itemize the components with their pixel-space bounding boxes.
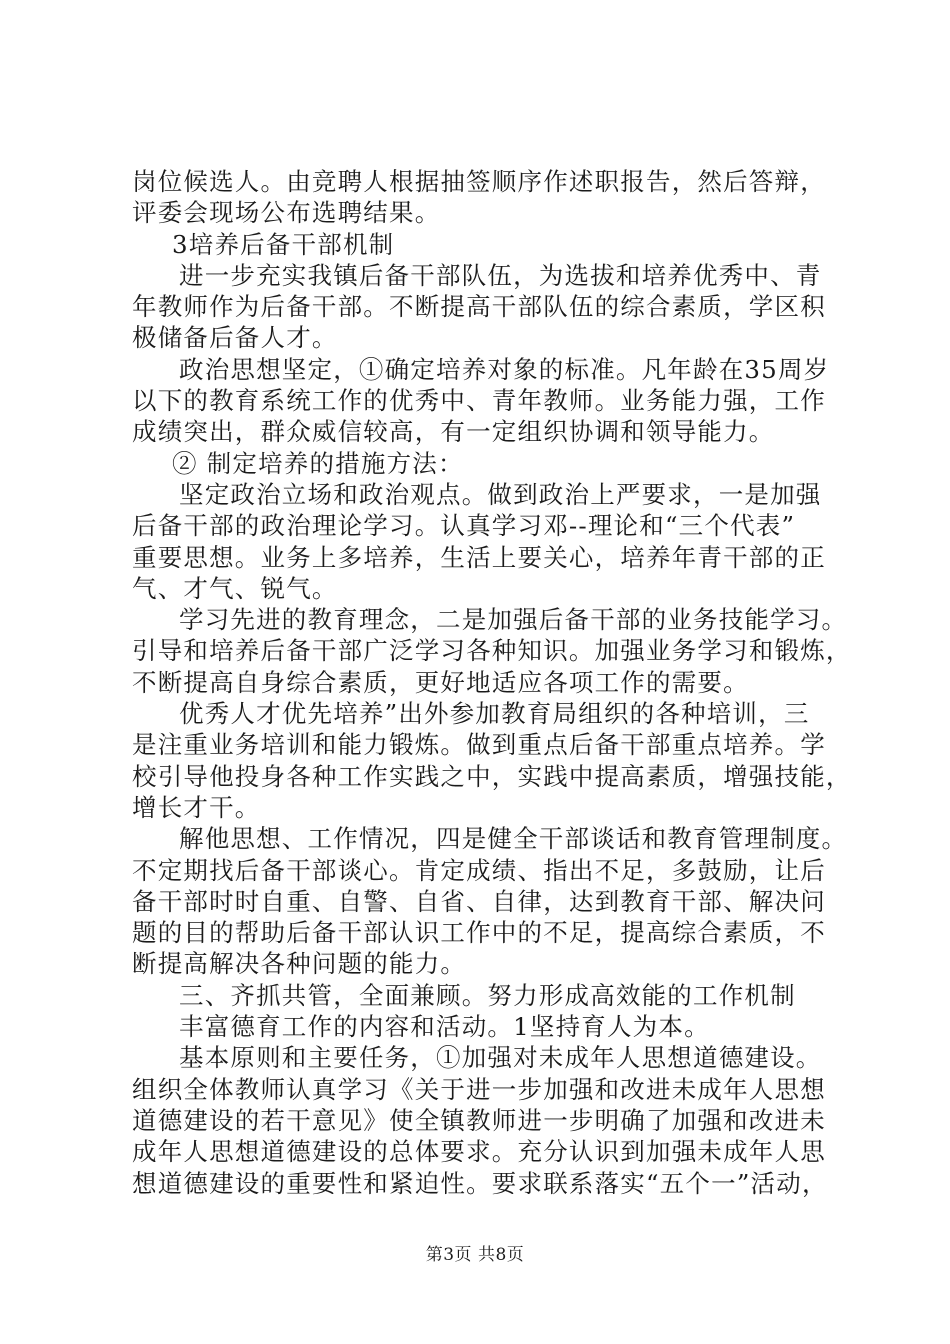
text-line: 是注重业务培训和能力锻炼。做到重点后备干部重点培养。学 (132, 730, 826, 760)
text-line: 增长才干。 (132, 792, 261, 822)
text-line: 道德建设的若干意见》使全镇教师进一步明确了加强和改进未 (132, 1105, 826, 1135)
text-line: 解他思想、工作情况，四是健全干部谈话和教育管理制度。 (179, 824, 848, 854)
text-line: 不定期找后备干部谈心。肯定成绩、指出不足，多鼓励，让后 (132, 855, 826, 885)
document-body (132, 166, 852, 1199)
text-line: 评委会现场公布选聘结果。 (132, 198, 441, 228)
text-line: 丰富德育工作的内容和活动。1坚持育人为本。 (179, 1012, 710, 1042)
text-line: 备干部时时自重、自警、自省、自律，达到教育干部、解决问 (132, 886, 826, 916)
text-line: 组织全体教师认真学习《关于进一步加强和改进未成年人思想 (132, 1074, 826, 1104)
text-line: 优秀人才优先培养”出外参加教育局组织的各种培训，三 (179, 699, 810, 729)
text-line: ② 制定培养的措施方法： (172, 448, 464, 478)
section-heading: 3培养后备干部机制 (172, 229, 395, 259)
text-line: 重要思想。业务上多培养，生活上要关心，培养年青干部的正 (132, 542, 826, 572)
text-line: 学习先进的教育理念，二是加强后备干部的业务技能学习。 (179, 605, 848, 635)
text-line: 想道德建设的重要性和紧迫性。要求联系落实“五个一”活动， (132, 1168, 828, 1198)
page-number: 第3页 共8页 (425, 1245, 525, 1265)
text-line: 题的目的帮助后备干部认识工作中的不足，提高综合素质，不 (132, 918, 826, 948)
section-heading: 三、齐抓共管，全面兼顾。努力形成高效能的工作机制 (179, 980, 796, 1010)
text-line: 基本原则和主要任务，①加强对未成年人思想道德建设。 (179, 1043, 822, 1073)
text-line: 断提高解决各种问题的能力。 (132, 949, 467, 979)
text-line: 不断提高自身综合素质，更好地适应各项工作的需要。 (132, 667, 749, 697)
text-line: 坚定政治立场和政治观点。做到政治上严要求，一是加强 (179, 479, 822, 509)
text-line: 引导和培养后备干部广泛学习各种知识。加强业务学习和锻炼， (132, 636, 852, 666)
text-line: 进一步充实我镇后备干部队伍，为选拔和培养优秀中、青 (179, 260, 822, 290)
text-line: 政治思想坚定，①确定培养对象的标准。凡年龄在35周岁 (179, 354, 830, 384)
text-line: 极储备后备人才。 (132, 323, 338, 353)
text-line: 年教师作为后备干部。不断提高干部队伍的综合素质，学区积 (132, 292, 826, 322)
text-line: 后备干部的政治理论学习。认真学习邓--理论和“三个代表” (132, 511, 796, 541)
text-line: 校引导他投身各种工作实践之中，实践中提高素质，增强技能， (132, 761, 852, 791)
text-line: 成年人思想道德建设的总体要求。充分认识到加强未成年人思 (132, 1137, 826, 1167)
text-line: 气、才气、锐气。 (132, 573, 338, 603)
text-line: 岗位候选人。由竞聘人根据抽签顺序作述职报告，然后答辩， (132, 167, 826, 196)
text-line: 以下的教育系统工作的优秀中、青年教师。业务能力强，工作 (132, 386, 826, 416)
text-line: 成绩突出，群众威信较高，有一定组织协调和领导能力。 (132, 417, 775, 447)
